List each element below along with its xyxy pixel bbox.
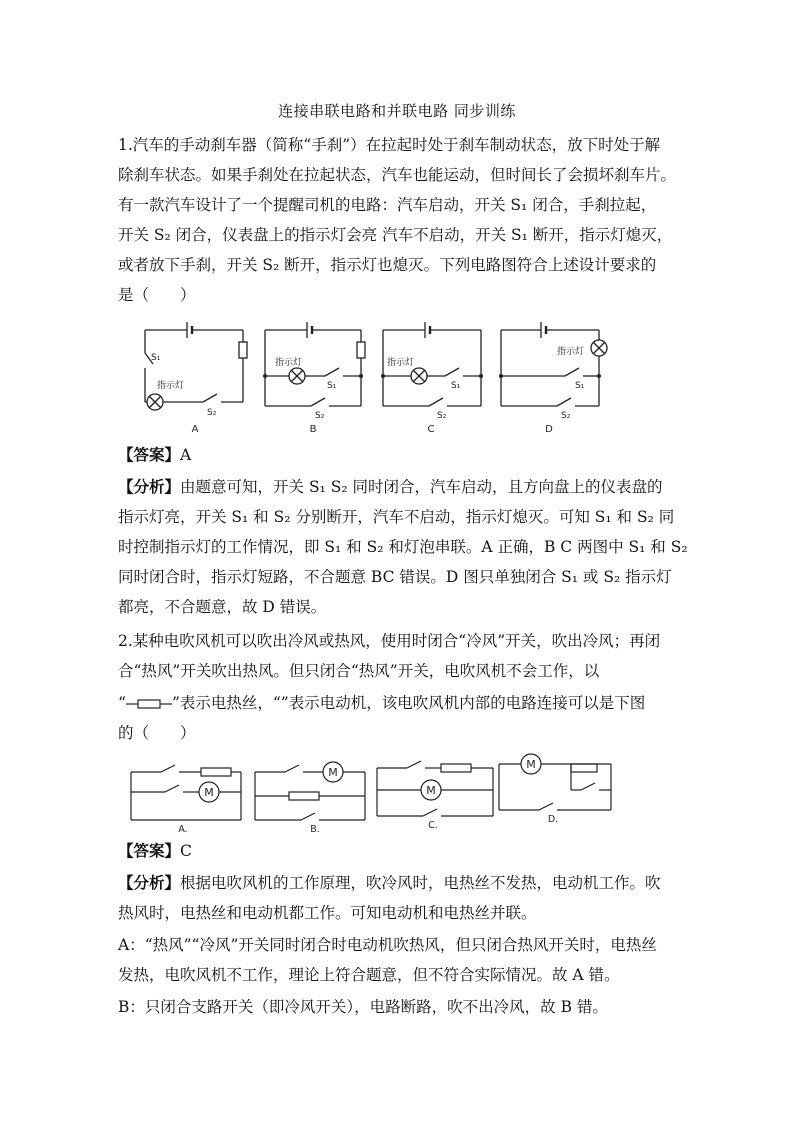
heating-wire-symbol	[126, 698, 172, 710]
option-c-label: C	[427, 424, 435, 435]
q2-line-3-pre: “	[118, 694, 126, 712]
q2-option-a-2: 发热，电吹风机不工作，理论上符合题意，但不符合实际情况。故 A 错。	[118, 966, 620, 984]
q2-line-3	[118, 688, 688, 718]
d-motor-label: M	[526, 758, 536, 771]
c-s2-label: S₂	[437, 411, 447, 421]
circuit-d	[501, 322, 607, 406]
q2-line-1: 2.某种电吹风机可以吹出冷风或热风，使用时闭合“冷风”开关，吹出冷风；再闭	[118, 632, 661, 650]
q1-answer-tag: 【答案】	[118, 445, 181, 464]
q1-circuit-figure	[125, 318, 645, 438]
a-motor-label: M	[204, 786, 214, 799]
fan-option-c: C.	[428, 820, 438, 831]
option-d-label: D	[545, 424, 553, 435]
q2-option-a-1: A：“热风”“冷风”开关同时闭合时电动机吹热风，但只闭合热风开关时，电热丝	[118, 936, 657, 954]
q1-line-1: 1.汽车的手动刹车器（简称“手刹”）在拉起时处于刹车制动状态，放下时处于解	[118, 136, 661, 154]
fan-option-d: D.	[547, 814, 559, 825]
fan-option-b: B.	[310, 824, 320, 835]
a-s1-label: S₁	[151, 353, 161, 363]
c-s1-label: S₁	[451, 381, 461, 391]
c-motor-label: M	[426, 784, 436, 797]
q1-analysis-5: 都亮，不合题意，故 D 错误。	[118, 598, 327, 616]
q2-circuit-figure	[125, 750, 625, 836]
q1-analysis-3: 时控制指示灯的工作情况，即 S₁ 和 S₂ 和灯泡串联。A 正确，B C 两图中 S₁ 和 S₂	[118, 538, 688, 556]
q1-line-6: 是（ ）	[118, 286, 196, 304]
q2-analysis-2: 热风时，电热丝和电动机都工作。可知电动机和电热丝并联。	[118, 904, 537, 922]
fan-circuit-a	[131, 765, 241, 820]
q2-analysis-text-1: 根据电吹风机的工作原理，吹冷风时，电热丝不发热，电动机工作。吹	[180, 874, 661, 892]
q1-answer	[118, 440, 688, 470]
q1-line-2: 除刹车状态。如果手刹处在拉起状态，汽车也能运动，但时间长了会损坏刹车片。	[118, 166, 677, 184]
d-s1-label: S₁	[575, 381, 585, 391]
a-lamp-label: 指示灯	[157, 381, 185, 391]
q1-line-4: 开关 S₂ 闭合，仪表盘上的指示灯会亮 汽车不启动，开关 S₁ 断开，指示灯熄灭，	[118, 226, 673, 244]
fan-option-a: A.	[178, 824, 188, 835]
option-a-label: A	[191, 424, 199, 435]
fan-circuit-b	[255, 762, 365, 820]
c-lamp-label: 指示灯	[387, 358, 415, 368]
q1-analysis-tag: 【分析】	[118, 477, 181, 496]
option-b-label: B	[309, 424, 317, 435]
q2-answer-value: C	[180, 842, 192, 860]
q2-analysis-1	[118, 868, 688, 898]
q1-line-3: 有一款汽车设计了一个提醒司机的电路：汽车启动，开关 S₁ 闭合，手刹拉起，	[118, 196, 657, 214]
d-lamp-label: 指示灯	[557, 347, 585, 357]
q2-line-4: 的（ ）	[118, 724, 196, 742]
q2-line-2: 合“热风”开关吹出热风。但只闭合“热风”开关，电吹风机不会工作，以	[118, 662, 600, 680]
q1-answer-value: A	[180, 446, 192, 464]
b-s2-label: S₂	[315, 411, 325, 421]
circuit-a	[145, 322, 247, 410]
a-s2-label: S₂	[207, 408, 217, 418]
q2-line-3-mid: ”表示电热丝，“”表示电动机，该电吹风机内部的电路连接可以是下图	[171, 694, 646, 712]
q1-analysis-1	[118, 472, 688, 502]
b-lamp-label: 指示灯	[275, 358, 303, 368]
q1-analysis-text-1: 由题意可知，开关 S₁ S₂ 同时闭合，汽车启动，且方向盘上的仪表盘的	[180, 478, 663, 496]
b-motor-label: M	[328, 766, 338, 779]
b-s1-label: S₁	[327, 381, 337, 391]
d-s2-label: S₂	[561, 411, 571, 421]
q2-option-b: B：只闭合支路开关（即冷风开关），电路断路，吹不出冷风，故 B 错。	[118, 998, 608, 1016]
q1-line-5: 或者放下手刹，开关 S₂ 断开，指示灯也熄灭。下列电路图符合上述设计要求的	[118, 256, 657, 274]
q1-analysis-4: 同时闭合时，指示灯短路，不合题意 BC 错误。D 图只单独闭合 S₁ 或 S₂ 指示灯	[118, 568, 672, 586]
q1-analysis-2: 指示灯亮，开关 S₁ 和 S₂ 分别断开，汽车不启动，指示灯熄灭。可知 S₁ 和 S₂ 同	[118, 508, 675, 526]
fan-circuit-d	[499, 754, 611, 810]
q2-answer-tag: 【答案】	[118, 841, 181, 860]
q2-analysis-tag: 【分析】	[118, 873, 181, 892]
q2-answer	[118, 836, 688, 866]
page-title: 连接串联电路和并联电路 同步训练	[278, 102, 516, 120]
